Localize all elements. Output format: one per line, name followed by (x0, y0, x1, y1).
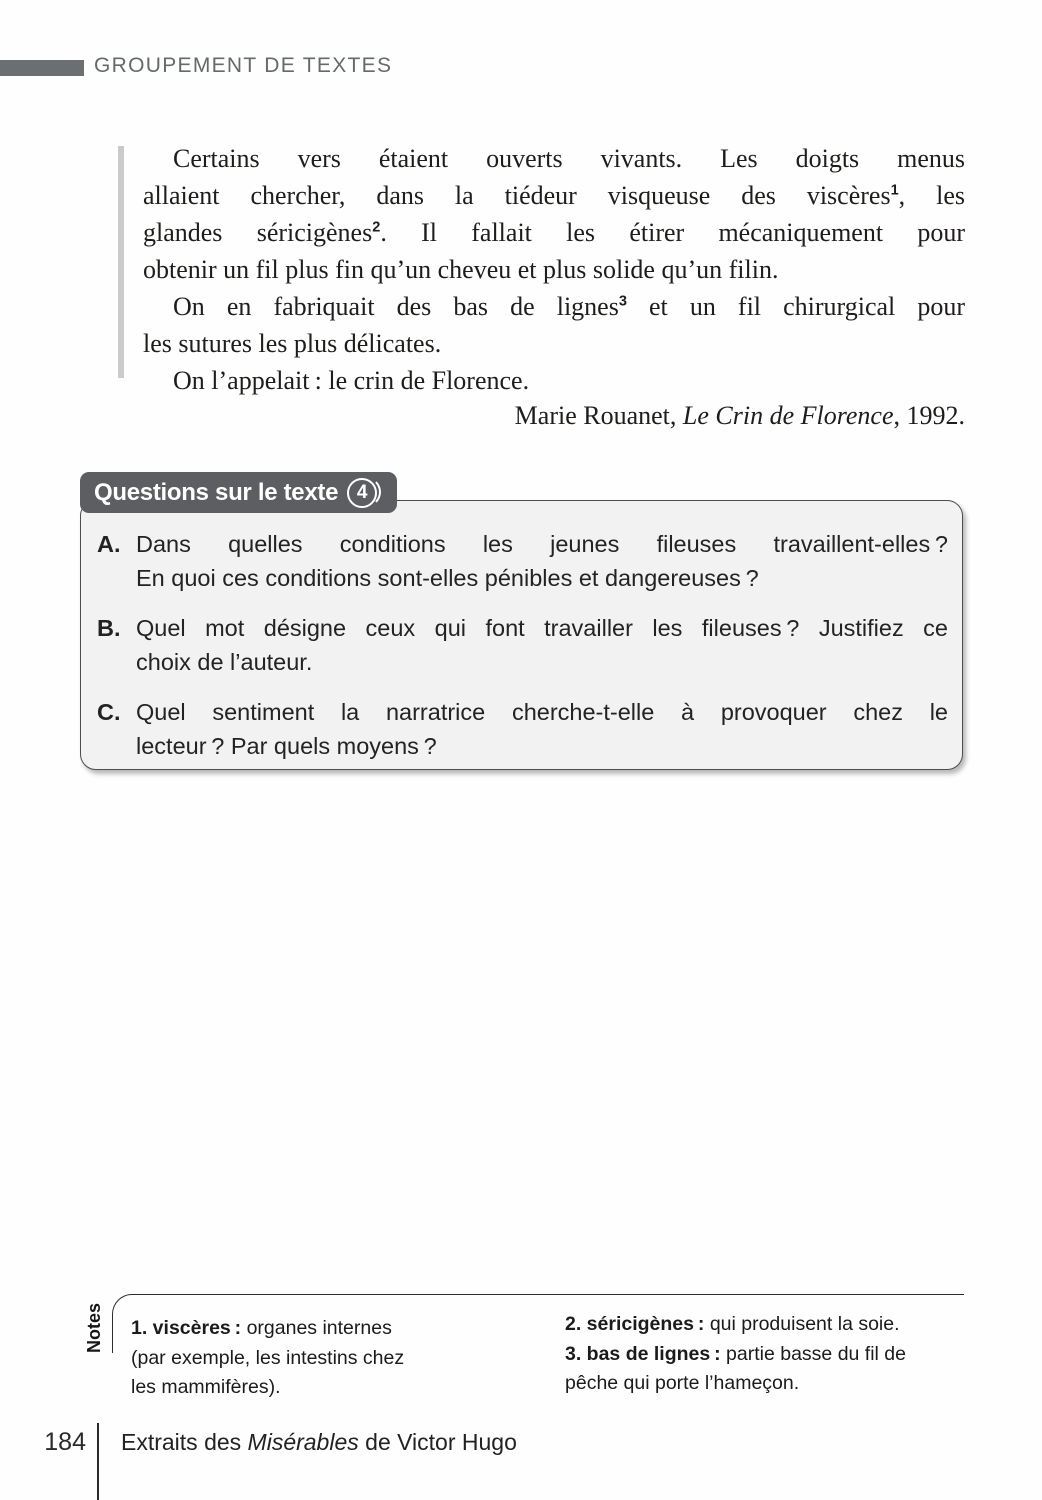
note-line: pêche qui porte l’hameçon. (565, 1372, 800, 1394)
quote-line: On en fabriquait des bas de lignes$^3$ et un fil chirurgical pour (173, 292, 965, 321)
question-text: Quel sentiment la narratrice cherche-t-elle à provoquer chez le lecteur ? Par quels moyens ? (136, 699, 948, 759)
question-label: C. (97, 699, 121, 725)
question-text: Quel mot désigne ceux qui font travailler les fileuses ? Justifiez ce choix de l’auteur. (136, 615, 948, 675)
kicker-accent-bar (0, 60, 84, 76)
footnote-ref: 3 (618, 293, 627, 310)
quote-accent-bar (118, 146, 124, 378)
questions-header (80, 472, 397, 513)
question-item (97, 527, 948, 595)
quote-line: glandes séricigènes$^2$. Il fallait les étirer mécaniquement pour (143, 218, 965, 247)
page-number: 184 (44, 1428, 86, 1456)
footer-divider (97, 1423, 99, 1500)
footer-caption: Extraits des Misérables de Victor Hugo (121, 1429, 517, 1455)
notes-column-2 (565, 1310, 975, 1399)
note-line: 1. viscères : organes internes (131, 1317, 392, 1339)
question-item (97, 611, 948, 679)
notes-label: Notes (84, 1302, 104, 1353)
note-line: 3. bas de lignes : partie basse du fil de (565, 1342, 906, 1365)
note-line: les mammifères). (131, 1376, 281, 1398)
quote-line: On l’appelait : le crin de Florence. (173, 366, 530, 395)
questions-title: Questions sur le texte (94, 478, 339, 506)
quote-line: allaient chercher, dans la tiédeur visqueuse des viscères$^1$, les (143, 181, 965, 210)
quote-line: Certains vers étaient ouverts vivants. Les doigts menus (173, 144, 965, 173)
question-text: Dans quelles conditions les jeunes fileuses travaillent-elles ? En quoi ces conditions sont-elles pénibles et dangereuses ? (136, 531, 948, 591)
quote-line: les sutures les plus délicates. (143, 329, 442, 358)
quote-text (143, 140, 965, 399)
note-line: 2. séricigènes : qui produisent la soie. (565, 1313, 900, 1335)
questions-list (97, 527, 948, 779)
question-item (97, 695, 948, 763)
footnote-ref: 2 (372, 219, 381, 236)
note-line: (par exemple, les intestins chez (131, 1346, 405, 1369)
quote-line: obtenir un fil plus fin qu’un cheveu et plus solide qu’un filin. (143, 255, 779, 284)
badge-4-icon: 4 (347, 478, 377, 508)
question-label: A. (97, 531, 121, 557)
footnote-ref: 1 (890, 182, 899, 199)
question-label: B. (97, 615, 121, 641)
attribution: Marie Rouanet, Le Crin de Florence, 1992. (514, 401, 965, 430)
kicker-title: GROUPEMENT DE TEXTES (94, 54, 393, 77)
notes-column-1 (131, 1314, 461, 1403)
